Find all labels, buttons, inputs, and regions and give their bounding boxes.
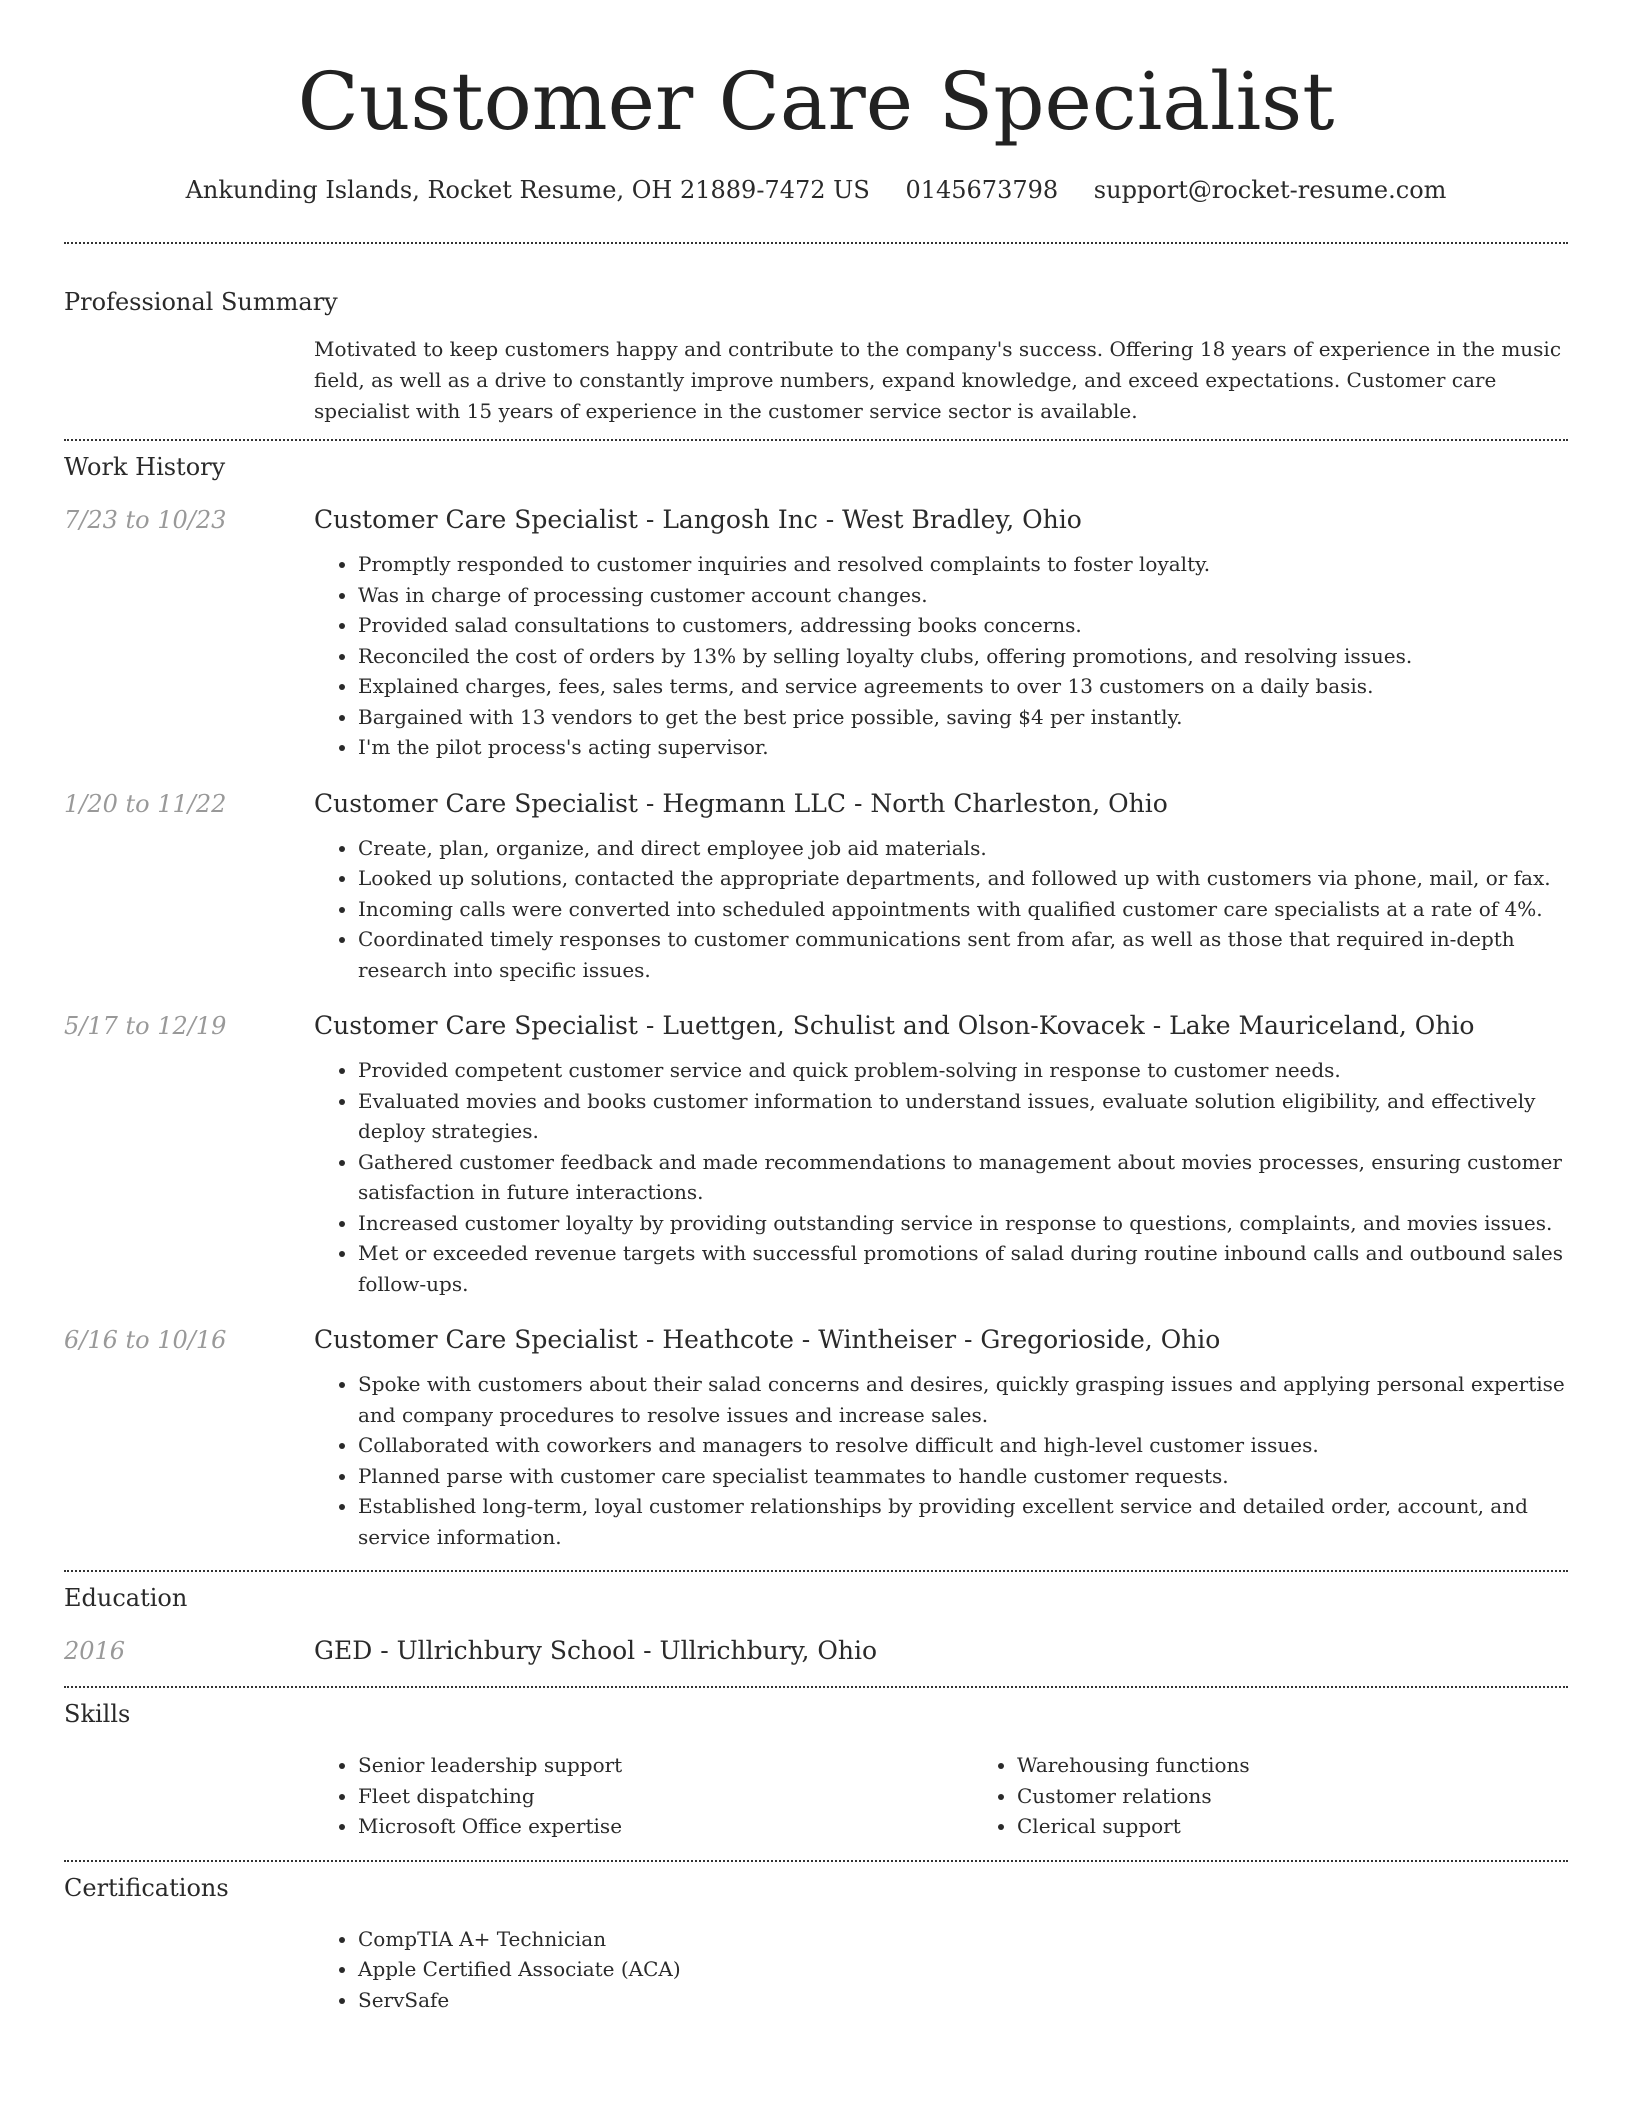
divider (64, 1570, 1568, 1572)
list-item: • Explained charges, fees, sales terms, and service agreements to over 13 customers on a daily basis. (358, 671, 1568, 702)
job-title: Customer Care Specialist - Luettgen, Schulist and Olson-Kovacek - Lake Mauriceland, Ohio (314, 1011, 1475, 1040)
skills-row (64, 1750, 1568, 1842)
job-entry (64, 1323, 1568, 1552)
list-item: • Create, plan, organize, and direct employee job aid materials. (358, 833, 1568, 864)
section-title-education: Education (64, 1584, 188, 1612)
list-item: • Looked up solutions, contacted the appropriate departments, and followed up with customers via phone, mail, or fax. (358, 863, 1568, 894)
job-bullets (314, 1369, 1568, 1552)
skills-list-right (973, 1750, 1632, 1842)
summary-row (64, 334, 1568, 427)
education-entry (64, 1634, 1568, 1668)
job-title: Customer Care Specialist - Langosh Inc - West Bradley, Ohio (314, 505, 1082, 534)
list-item: • Evaluated movies and books customer information to understand issues, evaluate solution eligibility, and effectively deploy strategies. (358, 1086, 1568, 1147)
skills-list-left (314, 1750, 973, 1842)
job-entry (64, 1009, 1568, 1299)
list-item: • Was in charge of processing customer account changes. (358, 580, 1568, 611)
candidate-name: Customer Care Specialist (297, 55, 1335, 148)
list-item: • I'm the pilot process's acting supervisor. (358, 732, 1568, 763)
list-item: • Increased customer loyalty by providing outstanding service in response to questions, complaints, and movies issues. (358, 1208, 1568, 1239)
list-item: • Spoke with customers about their salad concerns and desires, quickly grasping issues and applying personal expertise and company procedures to resolve issues and increase sales. (358, 1369, 1568, 1430)
list-item: • Met or exceeded revenue targets with successful promotions of salad during routine inbound calls and outbound sales follow-ups. (358, 1238, 1568, 1299)
job-dates: 6/16 to 10/16 (64, 1326, 227, 1354)
list-item: • Warehousing functions (1017, 1750, 1632, 1781)
list-item: • Promptly responded to customer inquiries and resolved complaints to foster loyalty. (358, 549, 1568, 580)
contact-email: support@rocket-resume.com (1093, 176, 1447, 204)
contact-phone: 0145673798 (905, 176, 1059, 204)
list-item: • Provided competent customer service and quick problem-solving in response to customer needs. (358, 1055, 1568, 1086)
section-title-certifications: Certifications (64, 1873, 229, 1902)
list-item: • Established long-term, loyal customer relationships by providing excellent service and detailed order, account, and service information. (358, 1491, 1568, 1552)
section-title-summary: Professional Summary (64, 288, 338, 316)
list-item: • Reconciled the cost of orders by 13% by selling loyalty clubs, offering promotions, and resolving issues. (358, 641, 1568, 672)
list-item: • Microsoft Office expertise (358, 1811, 973, 1842)
job-bullets (314, 549, 1568, 763)
divider (64, 1860, 1568, 1862)
skills-columns (314, 1750, 1632, 1842)
list-item: • Customer relations (1017, 1781, 1632, 1812)
certifications-row (64, 1924, 1568, 2016)
list-item: • CompTIA A+ Technician (358, 1924, 1568, 1955)
resume-page (64, 0, 1568, 2015)
job-dates: 1/20 to 11/22 (64, 789, 227, 818)
list-item: • Fleet dispatching (358, 1781, 973, 1812)
job-bullets (314, 833, 1568, 986)
job-bullets (314, 1055, 1568, 1299)
list-item: • Collaborated with coworkers and managers to resolve difficult and high-level customer issues. (358, 1430, 1568, 1461)
contact-address: Ankunding Islands, Rocket Resume, OH 21889-7472 US (185, 176, 870, 204)
list-item: • Apple Certified Associate (ACA) (358, 1954, 1568, 1985)
certifications-list (314, 1924, 1568, 2016)
list-item: • Coordinated timely responses to customer communications sent from afar, as well as those that required in-depth research into specific issues. (358, 924, 1568, 985)
list-item: • Bargained with 13 vendors to get the best price possible, saving $4 per instantly. (358, 702, 1568, 733)
divider (64, 1686, 1568, 1688)
list-item: • Provided salad consultations to customers, addressing books concerns. (358, 610, 1568, 641)
job-entry (64, 787, 1568, 986)
job-dates: 7/23 to 10/23 (64, 506, 227, 534)
job-title: Customer Care Specialist - Heathcote - Wintheiser - Gregorioside, Ohio (314, 1325, 1221, 1354)
summary-text: Motivated to keep customers happy and contribute to the company's success. Offering 18 years of experience in the music field, as well as a drive to constantly improve numbers, expand knowledge, and exceed expectations. Customer care specialist with 15 years of experience in the customer service sector is available. (314, 337, 1562, 423)
education-year: 2016 (64, 1637, 126, 1665)
section-title-skills: Skills (64, 1700, 131, 1728)
list-item: • ServSafe (358, 1985, 1568, 2016)
education-title: GED - Ullrichbury School - Ullrichbury, Ohio (314, 1636, 878, 1665)
job-entry (64, 503, 1568, 763)
list-item: • Clerical support (1017, 1811, 1632, 1842)
list-item: • Gathered customer feedback and made recommendations to management about movies processes, ensuring customer satisfaction in future interactions. (358, 1147, 1568, 1208)
divider (64, 439, 1568, 441)
job-dates: 5/17 to 12/19 (64, 1012, 227, 1040)
list-item: • Incoming calls were converted into scheduled appointments with qualified customer care specialists at a rate of 4%. (358, 894, 1568, 925)
list-item: • Senior leadership support (358, 1750, 973, 1781)
section-title-work-history: Work History (64, 453, 226, 481)
job-title: Customer Care Specialist - Hegmann LLC - North Charleston, Ohio (314, 788, 1168, 818)
list-item: • Planned parse with customer care specialist teammates to handle customer requests. (358, 1461, 1568, 1492)
divider (64, 242, 1568, 244)
contact-line (64, 172, 1568, 208)
